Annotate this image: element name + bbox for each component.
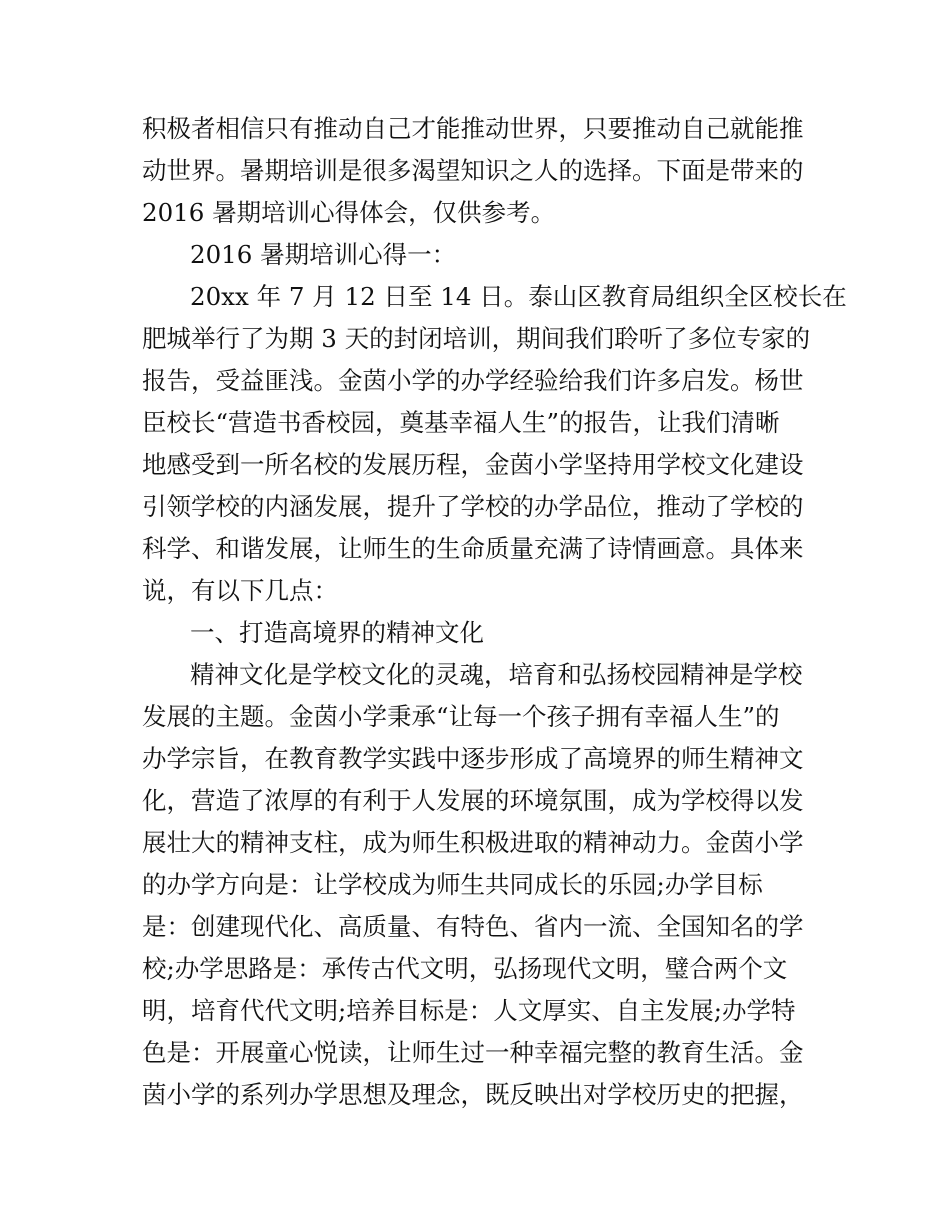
text-line: 精神文化是学校文化的灵魂，培育和弘扬校园精神是学校 <box>190 660 803 689</box>
text-line: 茵小学的系列办学思想及理念，既反映出对学校历史的把握， <box>142 1080 804 1109</box>
text-line: 臣校长“营造书香校园，奠基幸福人生”的报告，让我们清晰 <box>142 408 780 437</box>
text-line: 化，营造了浓厚的有利于人发展的环境氛围，成为学校得以发 <box>142 786 804 815</box>
text-line: 地感受到一所名校的发展历程，金茵小学坚持用学校文化建设 <box>142 450 804 479</box>
text-line: 色是：开展童心悦读，让师生过一种幸福完整的教育生活。金 <box>142 1038 804 1067</box>
text-line: 明，培育代代文明;培养目标是：人文厚实、自主发展;办学特 <box>142 996 796 1025</box>
section-heading: 2016 暑期培训心得一： <box>190 240 457 269</box>
text-line: 展壮大的精神支柱，成为师生积极进取的精神动力。金茵小学 <box>142 828 804 857</box>
text-line: 报告，受益匪浅。金茵小学的办学经验给我们许多启发。杨世 <box>142 366 804 395</box>
text-line: 动世界。暑期培训是很多渴望知识之人的选择。下面是带来的 <box>142 156 804 185</box>
text-line: 20xx 年 7 月 12 日至 14 日。泰山区教育局组织全区校长在 <box>190 282 847 311</box>
text-line: 科学、和谐发展，让师生的生命质量充满了诗情画意。具体来 <box>142 534 804 563</box>
text-line: 2016 暑期培训心得体会，仅供参考。 <box>142 198 556 227</box>
text-line: 说，有以下几点： <box>142 576 338 605</box>
section-heading: 一、打造高境界的精神文化 <box>190 618 484 647</box>
text-line: 发展的主题。金茵小学秉承“让每一个孩子拥有幸福人生”的 <box>142 702 780 731</box>
text-line: 的办学方向是：让学校成为师生共同成长的乐园;办学目标 <box>142 870 763 899</box>
text-line: 办学宗旨，在教育教学实践中逐步形成了高境界的师生精神文 <box>142 744 804 773</box>
text-line: 肥城举行了为期 3 天的封闭培训，期间我们聆听了多位专家的 <box>142 324 811 353</box>
text-line: 积极者相信只有推动自己才能推动世界，只要推动自己就能推 <box>142 114 804 143</box>
text-line: 校;办学思路是：承传古代文明，弘扬现代文明，璧合两个文 <box>142 954 788 983</box>
text-line: 引领学校的内涵发展，提升了学校的办学品位，推动了学校的 <box>142 492 804 521</box>
text-line: 是：创建现代化、高质量、有特色、省内一流、全国知名的学 <box>142 912 804 941</box>
